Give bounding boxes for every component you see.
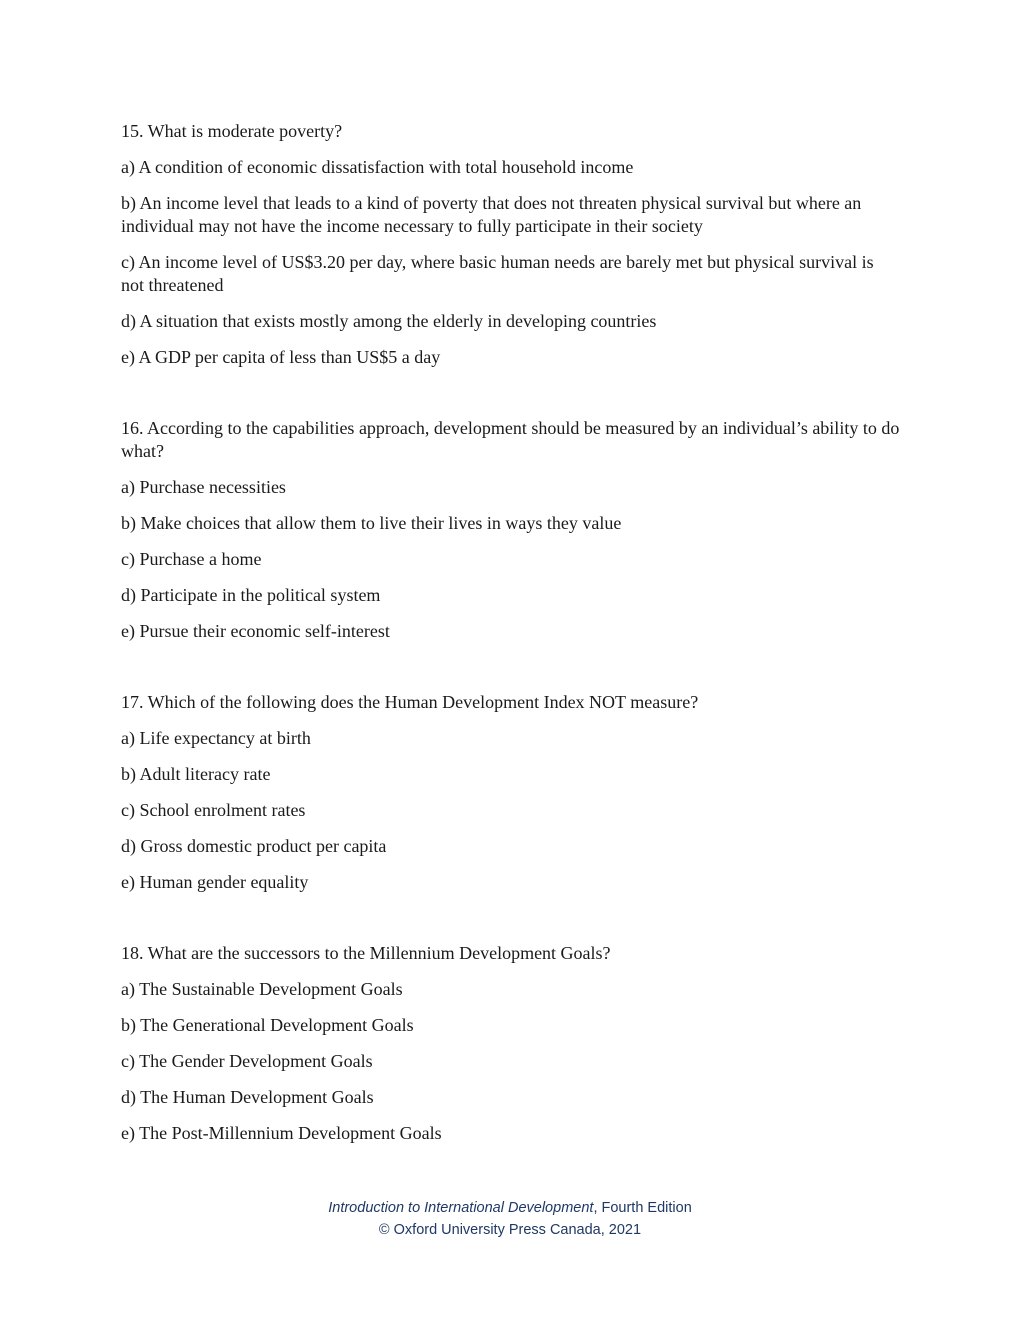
answer-option: a) Purchase necessities: [121, 477, 286, 497]
book-title: Introduction to International Development: [328, 1200, 594, 1216]
answer-option: a) A condition of economic dissatisfaction with total household income: [121, 157, 634, 177]
page-footer: [0, 1197, 1020, 1241]
footer-line-1: [0, 1197, 1020, 1219]
answer-option: a) Life expectancy at birth: [121, 728, 311, 748]
answer-option: d) A situation that exists mostly among the elderly in developing countries: [121, 311, 657, 331]
question-text: 18. What are the successors to the Millennium Development Goals?: [121, 943, 611, 963]
copyright-notice: © Oxford University Press Canada, 2021: [378, 1222, 642, 1238]
question-text: 15. What is moderate poverty?: [121, 121, 343, 141]
answer-option: c) School enrolment rates: [121, 800, 306, 820]
answer-option: b) An income level that leads to a kind of poverty that does not threaten physical survival but where an individual may not have the income necessary to fully participate in their society: [121, 193, 862, 236]
question-block-15: [121, 120, 901, 369]
question-text: 17. Which of the following does the Human Development Index NOT measure?: [121, 692, 699, 712]
answer-option: c) Purchase a home: [121, 549, 262, 569]
question-block-17: [121, 691, 901, 894]
answer-option: d) Participate in the political system: [121, 585, 381, 605]
answer-option: d) Gross domestic product per capita: [121, 836, 387, 856]
answer-option: e) A GDP per capita of less than US$5 a day: [121, 347, 441, 367]
answer-option: b) Adult literacy rate: [121, 764, 271, 784]
answer-option: c) An income level of US$3.20 per day, where basic human needs are barely met but physical survival is not threatened: [121, 252, 874, 295]
question-text: 16. According to the capabilities approach, development should be measured by an individual’s ability to do what?: [121, 418, 900, 461]
answer-option: e) Pursue their economic self-interest: [121, 621, 390, 641]
answer-option: b) The Generational Development Goals: [121, 1015, 414, 1035]
question-block-16: [121, 417, 901, 643]
answer-option: d) The Human Development Goals: [121, 1087, 374, 1107]
answer-option: a) The Sustainable Development Goals: [121, 979, 403, 999]
answer-option: c) The Gender Development Goals: [121, 1051, 373, 1071]
answer-option: b) Make choices that allow them to live their lives in ways they value: [121, 513, 622, 533]
answer-option: e) Human gender equality: [121, 872, 309, 892]
answer-option: e) The Post-Millennium Development Goals: [121, 1123, 442, 1143]
question-list: [121, 120, 901, 1158]
edition: , Fourth Edition: [593, 1200, 692, 1216]
question-block-18: [121, 942, 901, 1145]
